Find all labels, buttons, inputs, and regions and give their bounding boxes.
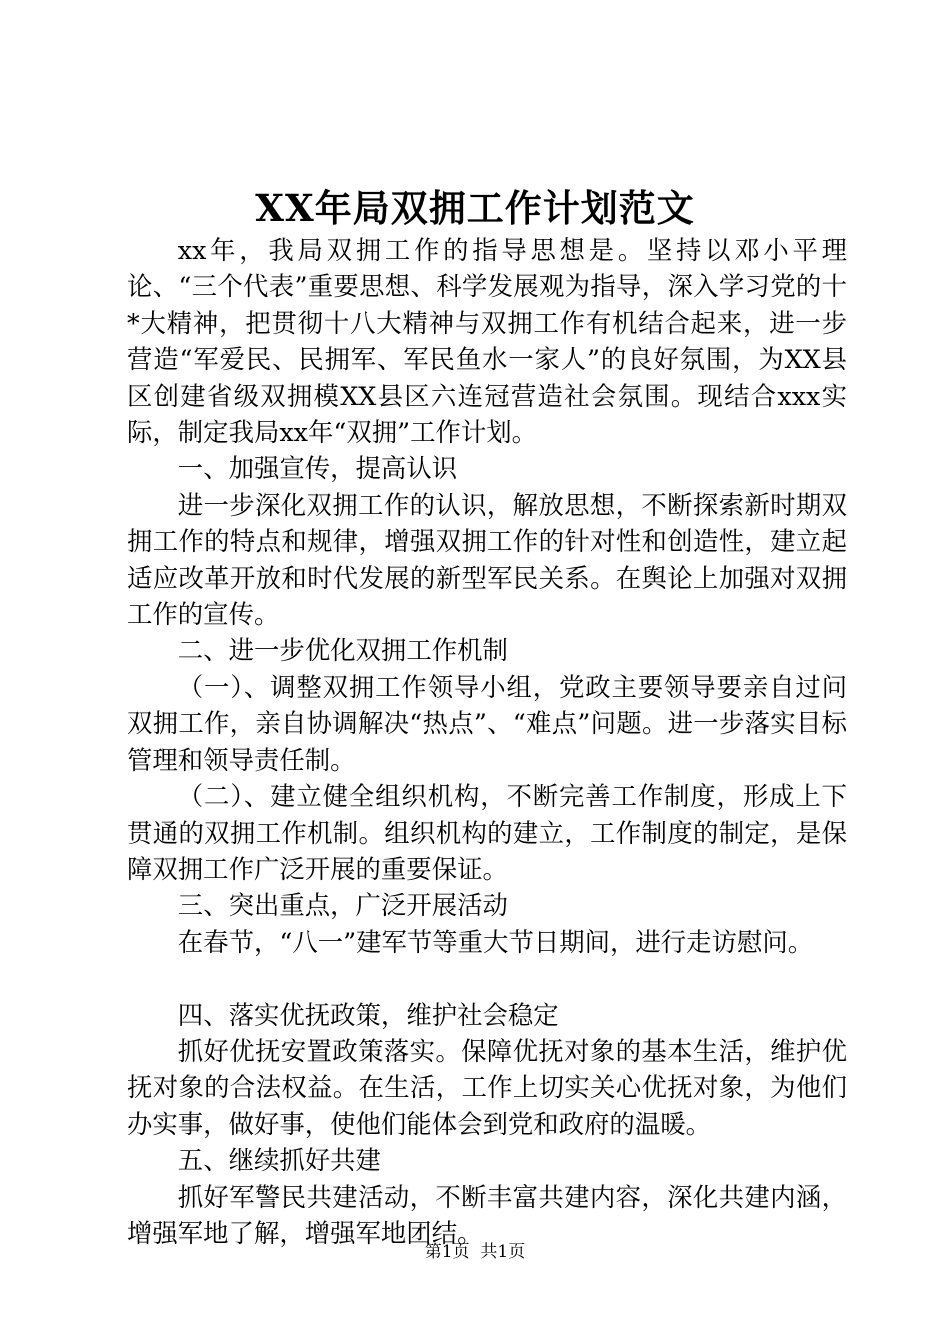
section-heading: 五、继续抓好共建 [177,1145,381,1176]
page-footer: 第1页 共1页 [424,1242,526,1262]
section-heading: 一、加强宣传，提高认识 [177,453,458,484]
section-paragraph: （一）、调整双拥工作领导小组，党政主要领导要亲自过问双拥工作，亲自协调解决“热点”、“难点”问题。进一步落实目标管理和领导责任制。 [127,671,847,775]
section-heading: 三、突出重点，广泛开展活动 [177,890,508,921]
section-paragraph: 进一步深化双拥工作的认识，解放思想，不断探索新时期双拥工作的特点和规律，增强双拥工作的针对性和创造性，建立起适应改革开放和时代发展的新型军民关系。在舆论上加强对双拥工作的宣传。 [127,489,847,630]
intro-paragraph: xx年，我局双拥工作的指导思想是。坚持以邓小平理论、“三个代表”重要思想、科学发展观为指导，深入学习党的十*大精神，把贯彻十八大精神与双拥工作有机结合起来，进一步营造“军爱民、民拥军、军民鱼水一家人”的良好氛围，为XX县区创建省级双拥模XX县区六连冠营造社会氛围。现结合xxx实际，制定我局xx年“双拥”工作计划。 [127,235,847,448]
section-heading: 四、落实优抚政策，维护社会稳定 [177,999,559,1030]
section-paragraph: 在春节，“八一”建军节等重大节日期间，进行走访慰问。 [177,926,814,957]
section-heading: 二、进一步优化双拥工作机制 [177,635,508,666]
section-paragraph: 抓好军警民共建活动，不断丰富共建内容，深化共建内涵，增强军地了解，增强军地团结。 [127,1181,847,1248]
section-paragraph: 抓好优抚安置政策落实。保障优抚对象的基本生活，维护优抚对象的合法权益。在生活，工作上切实关心优抚对象，为他们办实事，做好事，使他们能体会到党和政府的温暖。 [127,1035,847,1139]
blank-line [127,960,847,996]
document-title: XX年局双拥工作计划范文 [255,186,695,230]
document-body [127,232,847,1251]
section-paragraph: （二）、建立健全组织机构，不断完善工作制度，形成上下贯通的双拥工作机制。组织机构的建立，工作制度的制定，是保障双拥工作广泛开展的重要保证。 [127,781,847,884]
